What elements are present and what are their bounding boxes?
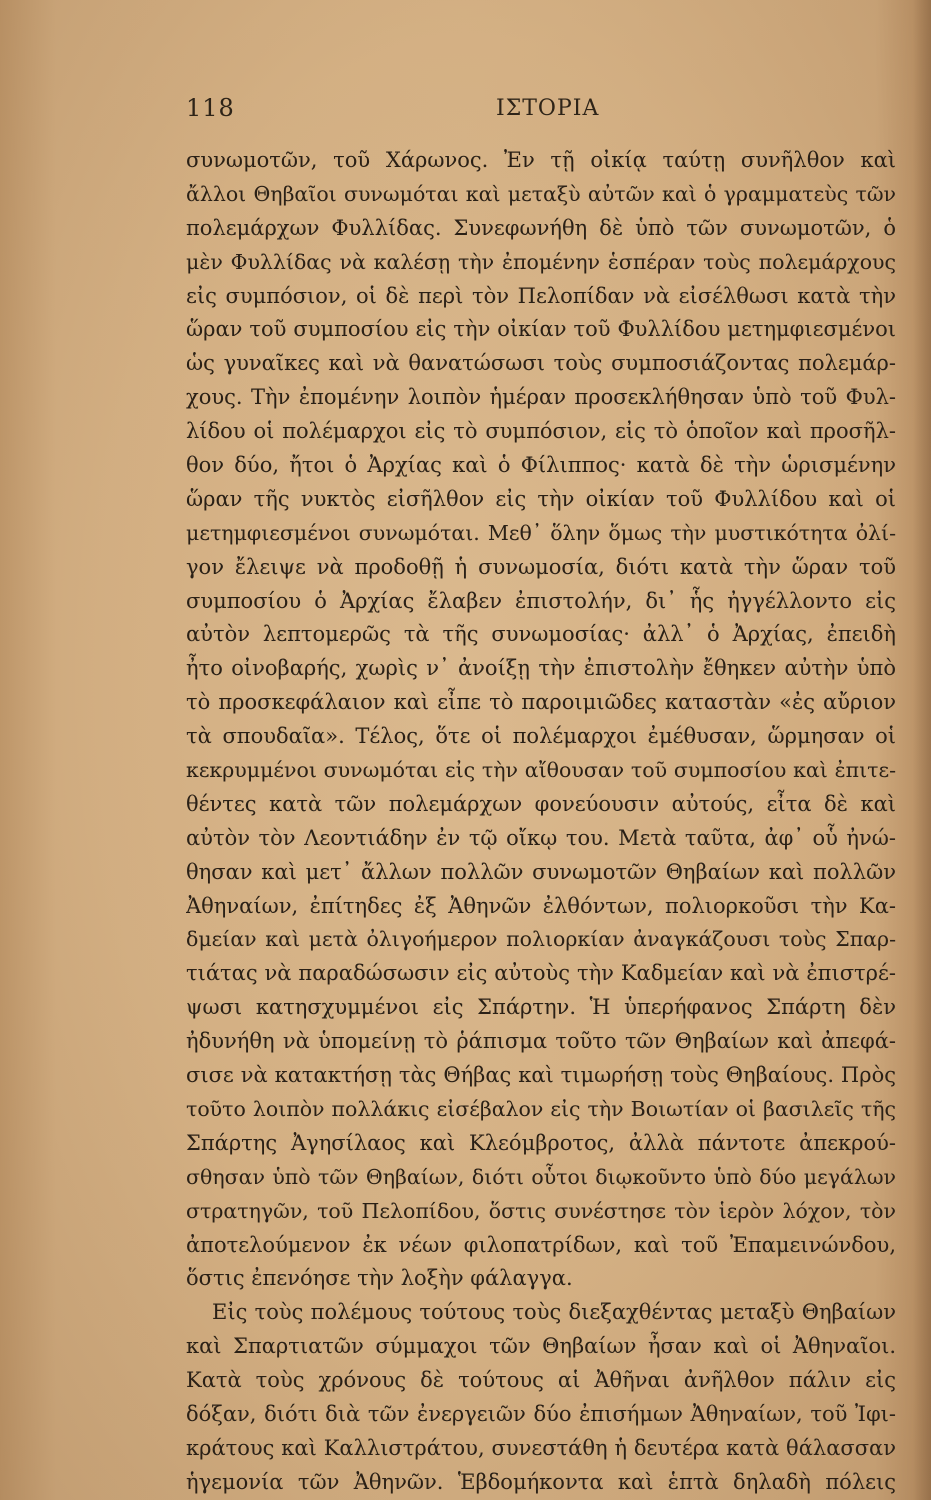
text-line: μὲν Φυλλίδας νὰ καλέσῃ τὴν ἐπομένην ἑσπέραν τοὺς πολεμάρχους — [186, 249, 896, 274]
text-line: ἄλλοι Θηβαῖοι συνωμόται καὶ μεταξὺ αὐτῶν καὶ ὁ γραμματεὺς τῶν — [186, 181, 896, 206]
text-line: ὥραν τῆς νυκτὸς εἰσῆλθον εἰς τὴν οἰκίαν τοῦ Φυλλίδου καὶ οἱ — [186, 486, 896, 511]
text-line: πολεμάρχων Φυλλίδας. Συνεφωνήθη δὲ ὑπὸ τῶν συνωμοτῶν, ὁ — [186, 215, 896, 240]
text-line: γον ἔλειψε νὰ προδοθῇ ἡ συνωμοσία, διότι κατὰ τὴν ὥραν τοῦ — [186, 554, 896, 579]
text-line: Κατὰ τοὺς χρόνους δὲ τούτους αἱ Ἀθῆναι ἀνῆλθον πάλιν εἰς — [186, 1368, 896, 1393]
text-line: σισε νὰ κατακτήσῃ τὰς Θήβας καὶ τιμωρήσῃ τοὺς Θηβαίους. Πρὸς — [186, 1063, 896, 1088]
text-line: συνωμοτῶν, τοῦ Χάρωνος. Ἐν τῇ οἰκίᾳ ταύτῃ συνῆλθον καὶ — [186, 148, 896, 172]
text-line: στρατηγῶν, τοῦ Πελοπίδου, ὅστις συνέστησε τὸν ἱερὸν λόχον, τὸν — [186, 1198, 896, 1223]
page-number: 118 — [186, 94, 235, 122]
text-line: καὶ Σπαρτιατῶν σύμμαχοι τῶν Θηβαίων ἦσαν καὶ οἱ Ἀθηναῖοι. — [186, 1334, 896, 1359]
text-line: μετημφιεσμένοι συνωμόται. Μεθ᾽ ὅλην ὅμως τὴν μυστικότητα ὀλί- — [186, 520, 896, 545]
text-line: ψωσι κατησχυμμένοι εἰς Σπάρτην. Ἡ ὑπερήφανος Σπάρτη δὲν — [186, 995, 896, 1020]
running-title: ΙΣΤΟΡΙΑ — [496, 96, 600, 121]
text-line: ἀποτελούμενον ἐκ νέων φιλοπατρίδων, καὶ τοῦ Ἐπαμεινώνδου, — [186, 1232, 896, 1257]
text-line: συμποσίου ὁ Ἀρχίας ἔλαβεν ἐπιστολήν, δι᾽ ἧς ἠγγέλλοντο εἰς — [186, 588, 896, 613]
text-line: θον δύο, ἤτοι ὁ Ἀρχίας καὶ ὁ Φίλιππος· κατὰ δὲ τὴν ὡρισμένην — [186, 453, 896, 478]
body-text — [186, 144, 896, 1500]
text-line: θησαν καὶ μετ᾽ ἄλλων πολλῶν συνωμοτῶν Θηβαίων καὶ πολλῶν — [186, 859, 896, 884]
text-line: χους. Τὴν ἐπομένην λοιπὸν ἡμέραν προσεκλήθησαν ὑπὸ τοῦ Φυλ- — [186, 385, 896, 410]
paragraph-first-line: Εἰς τοὺς πολέμους τούτους τοὺς διεξαχθέντας μεταξὺ Θηβαίων — [212, 1300, 896, 1325]
text-line: ὡς γυναῖκες καὶ νὰ θανατώσωσι τοὺς συμποσιάζοντας πολεμάρ- — [186, 351, 896, 376]
text-line: αὐτὸν λεπτομερῶς τὰ τῆς συνωμοσίας· ἀλλ᾽ ὁ Ἀρχίας, ἐπειδὴ — [186, 622, 896, 647]
text-line: τὸ προσκεφάλαιον καὶ εἶπε τὸ παροιμιῶδες καταστὰν «ἐς αὔριον — [186, 690, 896, 715]
text-line: τιάτας νὰ παραδώσωσιν εἰς αὐτοὺς τὴν Καδμείαν καὶ νὰ ἐπιστρέ- — [186, 961, 896, 986]
page-edge-shadow — [913, 0, 931, 1500]
text-line: ἦτο οἰνοβαρής, χωρὶς ν᾽ ἀνοίξῃ τὴν ἐπιστολὴν ἔθηκεν αὐτὴν ὑπὸ — [186, 656, 896, 681]
text-line: Ἀθηναίων, ἐπίτηδες ἐξ Ἀθηνῶν ἐλθόντων, πολιορκοῦσι τὴν Κα- — [186, 893, 896, 918]
text-line: ἠδυνήθη νὰ ὑπομείνῃ τὸ ῥάπισμα τοῦτο τῶν Θηβαίων καὶ ἀπεφά- — [186, 1029, 896, 1054]
text-line: σθησαν ὑπὸ τῶν Θηβαίων, διότι οὗτοι διῳκοῦντο ὑπὸ δύο μεγάλων — [186, 1164, 896, 1189]
text-line: ἡγεμονία τῶν Ἀθηνῶν. Ἑβδομήκοντα καὶ ἑπτὰ δηλαδὴ πόλεις — [186, 1469, 896, 1494]
text-line: τὰ σπουδαῖα». Τέλος, ὅτε οἱ πολέμαρχοι ἐμέθυσαν, ὥρμησαν οἱ — [186, 724, 896, 749]
text-line: δμείαν καὶ μετὰ ὀλιγοήμερον πολιορκίαν ἀναγκάζουσι τοὺς Σπαρ- — [186, 927, 896, 952]
text-line: κεκρυμμένοι συνωμόται εἰς τὴν αἴθουσαν τοῦ συμποσίου καὶ ἐπιτε- — [186, 758, 896, 783]
text-line: Σπάρτης Ἀγησίλαος καὶ Κλεόμβροτος, ἀλλὰ πάντοτε ἀπεκρού- — [186, 1130, 896, 1155]
page-header — [186, 94, 896, 130]
text-line: αὐτὸν τὸν Λεοντιάδην ἐν τῷ οἴκῳ του. Μετὰ ταῦτα, ἀφ᾽ οὗ ἠνώ- — [186, 825, 896, 850]
text-line: δόξαν, διότι διὰ τῶν ἐνεργειῶν δύο ἐπισήμων Ἀθηναίων, τοῦ Ἰφι- — [186, 1401, 896, 1426]
text-line: θέντες κατὰ τῶν πολεμάρχων φονεύουσιν αὐτούς, εἶτα δὲ καὶ — [186, 791, 896, 816]
text-line: λίδου οἱ πολέμαρχοι εἰς τὸ συμπόσιον, εἰς τὸ ὁποῖον καὶ προσῆλ- — [186, 419, 896, 444]
text-line: κράτους καὶ Καλλιστράτου, συνεστάθη ἡ δευτέρα κατὰ θάλασσαν — [186, 1435, 896, 1460]
paragraph-last-line: ὅστις ἐπενόησε τὴν λοξὴν φάλαγγα. — [186, 1266, 573, 1291]
text-line: τοῦτο λοιπὸν πολλάκις εἰσέβαλον εἰς τὴν Βοιωτίαν οἱ βασιλεῖς τῆς — [186, 1096, 896, 1121]
text-line: εἰς συμπόσιον, οἱ δὲ περὶ τὸν Πελοπίδαν νὰ εἰσέλθωσι κατὰ τὴν — [186, 283, 896, 308]
text-line: ὥραν τοῦ συμποσίου εἰς τὴν οἰκίαν τοῦ Φυλλίδου μετημφιεσμένοι — [186, 317, 896, 342]
